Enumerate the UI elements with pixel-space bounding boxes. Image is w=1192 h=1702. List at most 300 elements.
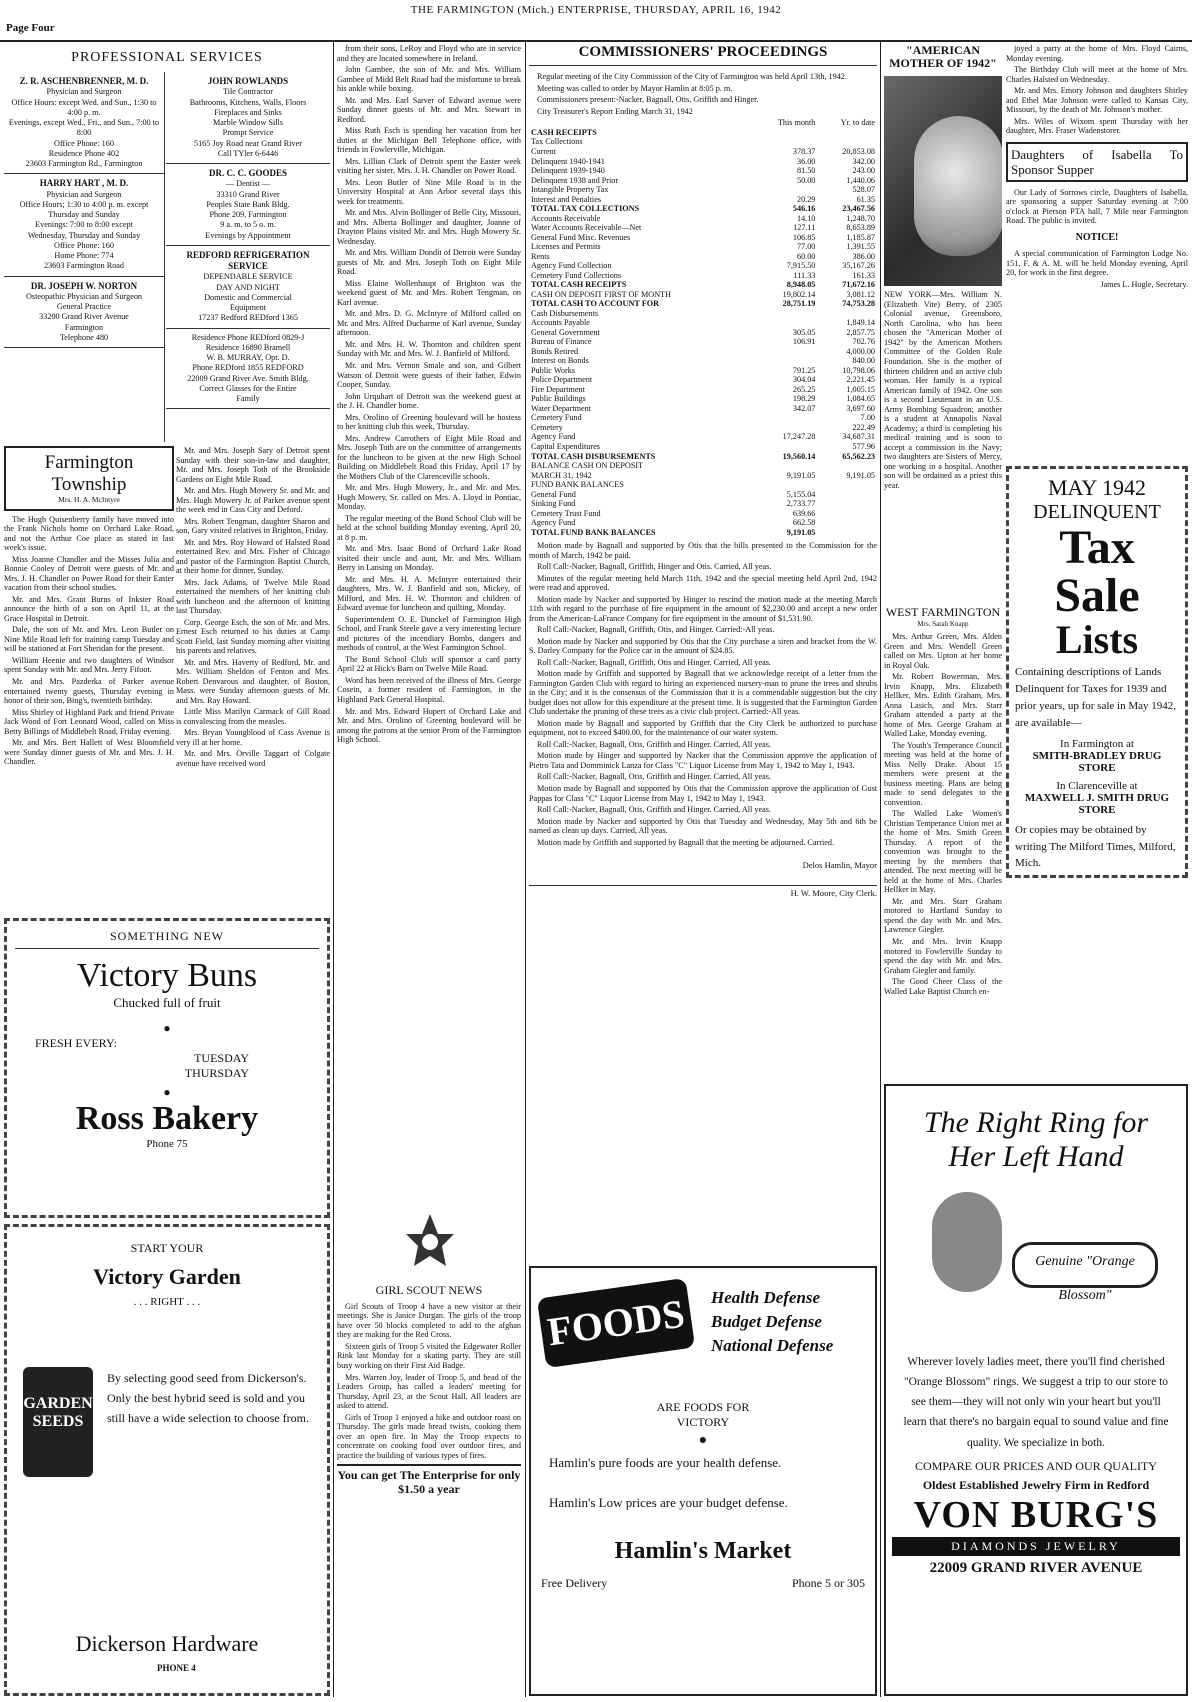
row-value: 1,185.87 <box>846 232 875 242</box>
row-value <box>753 356 818 366</box>
table-row <box>529 509 877 519</box>
table-row <box>529 252 877 262</box>
row-label: Delinquent 1939-1940 <box>531 166 605 176</box>
foods-s2: Budget Defense <box>711 1312 822 1331</box>
township-header <box>4 446 174 511</box>
paragraph: joyed a party at the home of Mrs. Floyd Cairns, Monday evening. <box>1006 44 1188 63</box>
table-row <box>529 385 877 395</box>
paragraph: Girl Scouts of Troop 4 have a new visitor at their meetings. She is Janice Durgan. The girls of the troop have over 50 blocks completed to add to the afghan they are making for the Red Cross. <box>337 1301 521 1340</box>
paragraph: Mr. and Mrs. Emory Johnson and daughters Shirley and Ethel Mae Johnson were called to Kansas City, Missouri, by the death of Mr. Johnson's mother. <box>1006 86 1188 115</box>
paragraph: Mr. and Mrs. Hugh Mowery Sr. and Mr. and Mrs. Hugh Mowery Jr. of Parker avenue spent the week end in Cass City and Deford. <box>176 486 330 515</box>
row-value: 222.49 <box>852 422 875 432</box>
paragraph: The regular meeting of the Bond School Club will be held at the school building Monday evening, April 20, at 8 p. m. <box>337 513 521 542</box>
paragraph: Mr. and Mrs. Alvin Bollinger of Belle City, Missouri, and Mrs. Alberta Bollinger and daughter, Joanne of Drayton Plains visited Mr. and Mrs. Hugh Mowery Sr. Wednesday. <box>337 208 521 246</box>
card-line: Osteopathic Physician and Surgeon <box>25 291 143 301</box>
paragraph: Dale, the son of Mr. and Mrs. Leon Butler on Nine Mile Road left for training camp Tuesday and will be stationed at Fort Sheridan for the present. <box>4 625 174 654</box>
bakery-headline: Victory Buns <box>76 957 258 994</box>
row-value: 1,248.70 <box>846 213 875 223</box>
garden-phone: PHONE 4 <box>157 1663 196 1673</box>
card-name: DR. JOSEPH W. NORTON <box>30 280 138 291</box>
row-value: 20.29 <box>796 194 816 204</box>
paragraph: Mr. and Mrs. Starr Graham motored to Hartland Sunday to spend the day with Mr. and Mrs. Lawrence Giegler. <box>884 896 1002 935</box>
table-row <box>529 347 877 357</box>
row-value: 1,440.06 <box>846 175 875 185</box>
row-label: Licenses and Permits <box>531 242 601 252</box>
paragraph: Mr. and Mrs. Vernon Smale and son, and Gilbert Watson of Detroit were guests of their father, Edwin Cooper, Sunday. <box>337 360 521 390</box>
row-label: Capital Expenditures <box>531 441 600 451</box>
table-row <box>529 204 877 214</box>
paragraph: Mrs. Arthur Green, Mrs. Alden Green and Mrs. Wendell Green called on Mrs. Upton at her home in Royal Oak. <box>884 632 1002 670</box>
row-label: General Fund Misc. Revenues <box>531 232 631 242</box>
westf-byline: Mrs. Sarah Knapp <box>917 619 969 628</box>
mother-title: "AMERICAN MOTHER OF 1942" <box>889 44 997 71</box>
column-rule <box>880 42 881 1697</box>
paragraph: Mr. and Mrs. Irvin Knapp motored to Fowlerville Sunday to spend the day with Mr. and Mrs. Graham Giegler and family. <box>884 937 1002 975</box>
table-row <box>529 157 877 167</box>
row-label: Police Department <box>531 375 593 385</box>
row-label: Tax Collections <box>531 137 583 147</box>
pro-card <box>166 329 330 410</box>
row-label: Agency Fund <box>531 518 576 528</box>
row-value: 528.07 <box>852 185 875 195</box>
row-value: 35,167.26 <box>842 261 875 271</box>
row-label: Cemetery <box>531 422 563 432</box>
paragraph: Mr. and Mrs. H. W. Thornton and children spent Sunday with Mr. and Mrs. W. J. Banfield of Milford. <box>337 339 521 359</box>
table-row <box>529 528 877 538</box>
col5-body <box>1006 44 1188 136</box>
row-value: 2,733.77 <box>786 499 816 509</box>
card-line: Domestic and Commercial <box>204 292 292 302</box>
table-row <box>529 195 877 205</box>
table-row <box>529 223 877 233</box>
paragraph: Motion made by Nacker and supported by Otis that the City purchase a siren and bracket from the W. S. Darley Company for the Police car in the amount of $24.85. <box>529 636 877 656</box>
paragraph: Mrs. Orolino of Greening boulevard will be hostess to her knitting club this week, Thursday. <box>337 412 521 432</box>
row-label: MARCH 31, 1942 <box>531 470 592 480</box>
card-line: Peoples State Bank Bldg. <box>206 199 290 209</box>
paragraph: from their sons, LeRoy and Floyd who are in service and they are located somewhere in Ireland. <box>337 44 521 63</box>
row-value: 577.96 <box>852 441 875 451</box>
paragraph: City Treasurer's Report Ending March 31, 1942 <box>537 106 693 116</box>
row-value: 19,560.14 <box>782 451 816 461</box>
ring-name: VON BURG'S <box>913 1493 1159 1536</box>
table-row <box>529 461 877 471</box>
card-line: Residence Phone 402 <box>48 148 120 158</box>
row-value: 386.00 <box>852 251 875 261</box>
tax-s3: In Clarenceville at <box>1056 780 1138 793</box>
table-row <box>529 185 877 195</box>
page-number: Page Four <box>6 22 55 34</box>
pro-card <box>4 72 164 174</box>
paragraph: Roll Call:-Nacker, Bagnall, Otis, Griffith and Hinger. Carried, All yeas. <box>537 772 771 782</box>
table-row <box>529 318 877 328</box>
row-label: Cemetery Trust Fund <box>531 508 601 518</box>
row-label: Interest and Penalties <box>531 194 602 204</box>
row-label: TOTAL CASH TO ACCOUNT FOR <box>531 299 659 309</box>
paragraph: Roll Call:-Nacker, Bagnall, Otis, Griffith and Hinger. Carried, All yeas. <box>537 739 771 749</box>
paragraph: Mr. and Mrs. Joseph Sary of Detroit spent Sunday with their son-in-law and daughter, Mr. and Mrs. Joseph Toth of the Brookside Gardens on Eight Mile Road. <box>176 446 330 484</box>
row-label: Cemetery Fund Collections <box>531 270 622 280</box>
column-2 <box>337 44 521 1204</box>
paragraph: Miss Shirley of Highland Park and friend Private Jack Wood of Fort Leonard Wood, called on Miss Betty Billings of Middlebelt Road, Friday evening. <box>4 707 174 736</box>
treasurer-report <box>529 118 877 537</box>
table-row <box>529 471 877 481</box>
mayor-signature: Delos Hamlin, Mayor <box>802 860 877 871</box>
card-line: W. B. MURRAY, Opt. D. <box>206 353 290 362</box>
scouts-body <box>337 1302 521 1460</box>
row-label: TOTAL CASH DISBURSEMENTS <box>531 451 656 461</box>
tax-l4: Sale <box>1054 569 1140 622</box>
ring-body: Wherever lovely ladies meet, there you'll find cherished "Orange Blossom" rings. We suggest a trip to our store to see them—they will not only win your heart but you'll learn that there's no bargain equal to sound value and fine quality. We specialize in both. <box>903 1356 1169 1449</box>
row-value: 74,753.28 <box>842 299 875 309</box>
tax-l2: DELINQUENT <box>1033 501 1161 523</box>
garden-name: Dickerson Hardware <box>75 1631 259 1656</box>
row-label: Public Buildings <box>531 394 586 404</box>
paragraph: John Urquhart of Detroit was the weekend guest at the J. H. Chandler home. <box>337 391 521 411</box>
row-value: 17,247.28 <box>782 432 816 442</box>
row-value: 34,687.31 <box>842 432 875 442</box>
victory-garden-ad <box>4 1224 330 1696</box>
table-row <box>529 404 877 414</box>
row-label: Water Department <box>531 403 592 413</box>
row-label: Sinking Fund <box>531 499 576 509</box>
tax-l3: Tax <box>1059 521 1135 574</box>
garden-headline: Victory Garden <box>93 1264 241 1289</box>
hamlins-market-ad: FOODS for Health Defense Budget Defense National Defense ARE FOODS FOR VICTORY ● Hamlin's pure foods are your health defense. Hamlin's Low prices are your budget defense. Hamlin's Market Free Delivery Phone 5 or 305 <box>529 1266 877 1696</box>
paragraph: Mrs. Lillian Clark of Detroit spent the Easter week visiting her sister, Mrs. J. H. Chandler on Power Road. <box>337 156 521 176</box>
card-line: Office Phone: 160 <box>54 138 114 148</box>
paragraph: The Hugh Quisenberry family have moved into the Frank Nichols home on Orchard Lake Road, and not the Arthur Coe place as stated in last week's issue. <box>4 514 174 553</box>
row-value: 639.66 <box>792 508 816 518</box>
card-line: Telephone 480 <box>59 332 109 342</box>
paragraph: Mr. Robert Bowerman, Mrs. Irvin Knapp, Mrs. Elizabeth Hellker, Mrs. Edith Graham, Mrs. Anna Lasich, and Mrs. Starr Graham attended a party at the home of Mrs. George Graham at Walled Lake, Monday evening. <box>884 672 1002 739</box>
pro-card <box>4 277 164 349</box>
card-line: Marble Window Sills <box>212 118 284 127</box>
row-value <box>753 442 818 452</box>
pro-card <box>4 174 164 276</box>
isabella-text: Our Lady of Sorrows circle, Daughters of Isabella, are sponsoring a supper Saturday evening at 7:00 o'clock at Pierson PTA hall, 7 Mile near Farmington Road. The public is invited. <box>1006 187 1188 226</box>
paragraph: Motion made by Bagnall and supported by Otis that the bills presented to the Commission for the month of March, 1942 be paid. <box>529 541 877 560</box>
garden-pack: GARDEN SEEDS <box>23 1395 93 1430</box>
card-line: Phone 209, Farmington <box>209 210 287 219</box>
row-value: 23,467.56 <box>842 204 875 214</box>
mother-portrait <box>884 76 1002 286</box>
paragraph: John Gambee, the son of Mr. and Mrs. William Gambee of Midd Belt Road had the misfortune to break his ankle while boxing. <box>337 65 521 94</box>
row-value <box>753 137 818 147</box>
table-row <box>529 442 877 452</box>
table-row <box>529 233 877 243</box>
row-value: 71,672.16 <box>842 280 875 290</box>
row-value: 342.00 <box>852 156 875 166</box>
masthead-rule <box>0 40 1192 42</box>
column-5-top <box>1006 44 1188 464</box>
notice-title: NOTICE! <box>1075 231 1119 243</box>
row-value: 662.58 <box>792 518 816 528</box>
tax-end: Or copies may be obtained by writing The Milford Times, Milford, Mich. <box>1015 824 1176 870</box>
westf-title: WEST FARMINGTON <box>885 606 1001 619</box>
card-line: 33200 Grand River Avenue <box>39 312 129 322</box>
paragraph: William Heenie and two daughters of Windsor spent Sunday with Mr. and Mrs. Jerry Fifoot. <box>4 655 174 675</box>
card-line: Correct Glasses for the Entire <box>199 383 297 393</box>
paragraph: Corp. George Esch, the son of Mr. and Mrs. Ernest Esch returned to his duties at Camp Scott Field, last Sunday morning after visiting his parents and relatives. <box>176 617 330 656</box>
scouts-title: GIRL SCOUT NEWS <box>375 1284 483 1297</box>
row-value: 3,697.60 <box>846 403 875 413</box>
ring-addr: 22009 GRAND RIVER AVENUE <box>929 1559 1143 1576</box>
row-label: Bureau of Finance <box>531 337 592 347</box>
row-label: Accounts Payable <box>531 318 590 328</box>
paragraph: Mr. and Mrs. Haverty of Redford, Mr. and Mrs. William Sheldon of Fenton and Mrs. Robert Denvarous and daughter, of Boston, Mass. were Sunday afternoon guests of Mr. and Mrs. Ray Howard. <box>176 657 330 705</box>
row-value: 81.50 <box>796 166 816 176</box>
tax-s1: In Farmington at <box>1060 738 1134 751</box>
paragraph: The Birthday Club will meet at the home of Mrs. Charles Halsted on Wednesday. <box>1006 65 1188 84</box>
isabella-title: Daughters of Isabella To Sponsor Supper <box>1006 142 1188 182</box>
ring-band: DIAMONDS JEWELRY <box>892 1537 1180 1556</box>
row-label: TOTAL CASH RECEIPTS <box>531 280 627 290</box>
paragraph: Mr. and Mrs. Bert Hallett of West Bloomfield were Sunday dinner guests of Mr. and Mrs. J. H. Chandler. <box>4 738 174 767</box>
paragraph: Mrs. Jack Adams, of Twelve Mile Road entertained the members of her knitting club with luncheon and the afternoon of knitting last Thursday. <box>176 577 330 616</box>
paragraph: Mr. and Mrs. Hugh Mowery, Jr., and Mr. and Mrs. Hugh Mowery, Sr. called on Mrs. A. Lloyd in Pontiac, Monday. <box>337 483 521 512</box>
card-line: Office Hours: except Wed. and Sun., 1:30 to 4:00 p. m. <box>11 97 157 117</box>
mother-caption: NEW YORK—Mrs. William N. (Elizabeth Vite) Berry, of 2305 Colonial avenue, Greensboro, North Carolina, who has been chosen the "American Mother of 1942" by the American Mothers Committee of the Golden Rule Foundation. She is the mother of thirteen children and an active club woman. Her family is a typical American family of 1942. One son is a second Lieutenant in an U.S. Army Bombing Squadron; another is a student at Annapolis Naval Academy; a third is completing his medical training and is soon to accept a commission in the Navy; two daughters are Sisters of Mercy, one working in a hospital. Another son will be ordained as a priest this year. <box>884 290 1002 490</box>
receipts-title: CASH RECEIPTS <box>531 127 597 137</box>
card-line: Office Hours; 1:30 to 4:00 p. m. except Thursday and Sunday <box>19 199 149 219</box>
card-line: 5165 Joy Road near Grand River <box>193 138 302 148</box>
paragraph: The Bond School Club will sponsor a card party April 22 at Hick's Barn on Twelve Mile Road. <box>337 654 521 674</box>
row-value <box>753 318 818 328</box>
card-line: — Dentist — <box>225 179 271 189</box>
foods-p1: Hamlin's pure foods are your health defense. <box>549 1455 782 1470</box>
row-value <box>753 461 818 471</box>
township-news <box>4 446 174 914</box>
row-value: 702.76 <box>852 337 875 347</box>
table-row <box>529 432 877 442</box>
paragraph: The Walled Lake Women's Christian Temperance Union met at the home of Mrs. Smith Green Thursday. A report of the convention was brought to the meeting by the members that attended. The next meeting will be held at the home of Mrs. Charles Hellker in May. <box>884 809 1002 895</box>
table-row <box>529 356 877 366</box>
row-label: Bonds Retired <box>531 346 579 356</box>
card-line: Residence 16890 Bramell <box>205 342 291 352</box>
paragraph: Mr. and Mrs. Pazderka of Parker avenue entertained twenty guests, Thursday evening in honor of their son, Bing's, twentieth birthday. <box>4 677 174 706</box>
paragraph: Superintendent O. E. Dunckel of Farmington High School, and Frank Steele gave a very interesting lecture and pictures of the incendiary Bombs, dangers and methods of control, at the West Farmington School. <box>337 614 521 653</box>
paragraph: The Youth's Temperance Council meeting was held at the home of Miss Nelly Drake. About 15 members were present at the business meeting. Plans are being made to send delegates to the convention. <box>884 740 1002 807</box>
pro-card <box>166 164 330 246</box>
bakery-fresh: FRESH EVERY: <box>35 1036 117 1050</box>
bakery-phone: Phone 75 <box>146 1138 188 1150</box>
row-label: Current <box>531 147 557 156</box>
table-row <box>529 328 877 338</box>
row-value: 243.00 <box>852 166 875 176</box>
row-value: 546.16 <box>792 204 816 214</box>
row-value: 7,915.50 <box>786 261 816 271</box>
fund-title: FUND BANK BALANCES <box>531 480 624 490</box>
tax-body: Containing descriptions of Lands Delinquent for Taxes for 1939 and prior years, up for sale in May 1942, are available— <box>1015 666 1176 730</box>
paragraph: Mrs. Bryan Youngblood of Cass Avenue is very ill at her home. <box>176 728 330 747</box>
bakery-day2: THURSDAY <box>184 1066 249 1080</box>
bakery-top: SOMETHING NEW <box>15 929 319 949</box>
card-line: General Practice <box>56 302 112 311</box>
ring-firm: Oldest Established Jewelry Firm in Redford <box>922 1477 1150 1492</box>
row-label: Public Works <box>531 365 575 375</box>
card-line: Physician and Surgeon <box>46 189 122 199</box>
prof-heading: PROFESSIONAL SERVICES <box>71 50 263 65</box>
tax-sale-ad <box>1006 466 1188 878</box>
foods-name: Hamlin's Market <box>614 1538 792 1564</box>
card-line: DEPENDABLE SERVICE <box>203 272 293 282</box>
paragraph: Roll Call:-Nacker, Bagnall, Griffith, Hinger and Otis. Carried, All yeas. <box>537 562 772 572</box>
professional-services <box>4 44 330 444</box>
paragraph: Mr. and Mrs. D. G. McIntyre of Milford called on Mr. and Mrs. Alfred Ducharme of Karl avenue, Sunday afternoon. <box>337 309 521 338</box>
tax-s4: MAXWELL J. SMITH DRUG STORE <box>1024 792 1170 817</box>
masthead-title: THE FARMINGTON (Mich.) ENTERPRISE, THURSDAY, APRIL 16, 1942 <box>410 4 782 16</box>
row-value: 2,857.75 <box>846 327 875 337</box>
card-line: Evenings: 7:00 to 8:00 except <box>35 220 133 230</box>
foods-art: FOODS for <box>537 1278 695 1368</box>
tax-l5: Lists <box>1055 617 1139 662</box>
row-value: 20,853.08 <box>842 147 875 156</box>
card-name: REDFORD REFRIGERATION SERVICE <box>186 249 310 271</box>
card-line: Call TYler 6-6446 <box>217 148 279 158</box>
row-value: 10,798.06 <box>842 365 875 375</box>
bakery-name: Ross Bakery <box>75 1100 259 1137</box>
seed-packet-icon <box>23 1367 93 1477</box>
notice-text: A special communication of Farmington Lodge No. 151, F. & A. M. will be held Monday evening, April 20, for work in the first degree. <box>1006 249 1188 278</box>
table-row <box>529 375 877 385</box>
row-value: 791.25 <box>792 365 816 375</box>
card-line: Bathrooms, Kitchens, Walls, Floors <box>189 97 307 107</box>
column-rule <box>333 42 334 1697</box>
column-rule <box>525 42 526 1697</box>
table-row <box>529 366 877 376</box>
paragraph: Regular meeting of the City Commission of the City of Farmington was held April 13th, 1942. <box>537 72 847 82</box>
paragraph: Roll Call:-Nacker, Bagnall, Griffith, Otis, and Hinger. Carried:-All yeas. <box>537 625 775 635</box>
paragraph: Roll Call:-Nacker, Bagnall, Otis, Griffith and Hinger. Carried, All yeas. <box>537 805 771 815</box>
garden-right: . . . RIGHT . . . <box>133 1296 201 1308</box>
card-line: 22009 Grand River Ave. Smith Bldg. <box>187 373 309 383</box>
paragraph: Mrs. Warren Joy, leader of Troop 5, and head of the Leaders Group, has called a leaders' meeting for Thursday, April 23, at the Scout Hall. All leaders are asked to attend. <box>337 1372 521 1411</box>
paragraph: Miss Ruth Esch is spending her vacation from her duties at the Michigan Bell Telephone office, with friends in Fowlerville, Michigan. <box>337 126 521 155</box>
row-value: 4,000.00 <box>846 346 875 356</box>
table-row <box>529 452 877 462</box>
paragraph: Meeting was called to order by Mayor Hamlin at 8:05 p. m. <box>537 83 733 93</box>
card-line: Fireplaces and Sinks <box>214 107 282 117</box>
paragraph: Motion made by Bagnall and supported by Griffith that the City Clerk be authorized to purchase equipment, not to exceed $400.00, for the maintenance of our water system. <box>529 718 877 738</box>
row-value: 111.33 <box>793 270 816 280</box>
foods-phone: Phone 5 or 305 <box>792 1576 865 1590</box>
subscription-promo: You can get The Enterprise for only $1.50 a year <box>337 1464 521 1497</box>
card-name: JOHN ROWLANDS <box>207 76 289 86</box>
row-value: 1,005.15 <box>846 384 875 394</box>
row-label: Water Accounts Receivable—Net <box>531 223 642 233</box>
tax-l1: MAY 1942 <box>1047 475 1146 500</box>
row-value: 9,191.05 <box>846 470 875 480</box>
paragraph: Mrs. Andrew Carrothers of Eight Mile Road and Mrs. Joseph Toth are on the committee of arrangements for the luncheon to be given at the new High School Building on Middlebelt Road this Friday, April 17 by the Mothers Club of the Clarenceville schools. <box>337 433 521 481</box>
table-row <box>529 423 877 433</box>
prof-left-column <box>4 72 165 442</box>
table-row <box>529 271 877 281</box>
row-label: Agency Fund Collection <box>531 261 612 271</box>
paragraph: Girls of Troop 1 enjoyed a hike and outdoor roast on Thursday. The girls made bread twists, cooking them over an open fire. In May the Troop expects to concentrate on cooking food over outdoor fires, and practice the building of various types of fires. <box>337 1412 521 1460</box>
paragraph: Motion made by Nacker and supported by Hinger to rescind the motion made at the meeting March 11th with regard to the purchase of fire equipment in the amount of $2,230.00 and accept a new order from the American-LaFrance Company for fire equipment in the amount of $1,531.90. <box>529 594 877 623</box>
row-value: 60.00 <box>796 251 816 261</box>
prof-right-column <box>166 72 330 442</box>
card-line: 33310 Grand River <box>216 189 280 199</box>
row-label: BALANCE CASH ON DEPOSIT <box>531 461 644 471</box>
row-value <box>817 461 877 471</box>
table-row <box>529 214 877 224</box>
foods-s1: Health Defense <box>711 1288 821 1307</box>
paragraph: Mr. and Mrs. Roy Howard of Halsted Road entertained Rev. and Mrs. Fisher of Chicago and pastor of the Farmington Baptist Church, at their home for dinner, Sunday. <box>176 537 330 576</box>
row-label: CASH ON DEPOSIT FIRST OF MONTH <box>531 289 672 299</box>
commissioners-title: COMMISSIONERS' PROCEEDINGS <box>529 44 877 66</box>
paragraph: Motion made by Hinger and supported by Nacker that the Commission approve the application of Pietro Tata and Domminick Lanza for Class "C" Liquor License from May 1, 1942 to May 1, 1943. <box>529 751 877 770</box>
paragraph: Motion made by Griffith and supported by Bagnall that we acknowledge receipt of a letter from the Farmington Garden Club with regard to hiring an experienced nursery-man to prune the trees and shrubs in the City; and it is the consensus of the Commission that it is a commendable suggestion but the city budget does not allow for this expenditure at the present time. It is suggested that the Farmington Garden Club undertake the pruning of these trees as a civic club project. Carried:-All yeas. <box>529 669 877 717</box>
paragraph: Mr. and Mrs. Earl Sarver of Edward avenue were Sunday dinner guests of Mr. and Mrs. Stewart in Redford. <box>337 95 521 124</box>
card-line: Wednesday, Thursday and Sunday <box>27 230 141 240</box>
col-head-month: This month <box>777 118 816 128</box>
card-line: Evenings, except Wed., Fri., and Sun., 7:00 to 8:00 <box>8 118 160 138</box>
row-value: 265.25 <box>792 384 816 394</box>
girl-scout-news <box>337 1284 521 1696</box>
table-row <box>529 518 877 528</box>
commission-motions <box>529 541 877 847</box>
card-line: 23603 Farmington Rd., Farmington <box>25 159 143 168</box>
card-line: Equipment <box>230 303 266 312</box>
card-line: Tile Contractor <box>223 87 273 97</box>
paragraph: Commissioners present:-Nacker, Bagnall, Otis, Griffith and Hinger. <box>537 95 759 105</box>
ring-l1: The Right Ring for <box>923 1106 1149 1139</box>
card-line: 23603 Farmington Road <box>43 261 125 271</box>
table-row <box>529 290 877 300</box>
row-label: General Government <box>531 327 600 337</box>
row-value: 161.33 <box>852 270 875 280</box>
card-line: Prompt Service <box>222 128 274 138</box>
notice-signature: James L. Hogle, Secretary. <box>1100 280 1188 289</box>
table-row <box>529 242 877 252</box>
ring-illustration <box>892 1182 1180 1352</box>
paragraph: Mrs. Leon Butler of Nine Mile Road is in the University Hospital at Ann Arbor several days this week for treatments. <box>337 177 521 206</box>
paragraph: Mrs. Wiles of Wixom spent Thursday with her daughter, Mrs. Fraser Wadenstorer. <box>1006 116 1188 136</box>
row-value: 7.00 <box>860 413 875 423</box>
row-value: 198.29 <box>792 394 816 404</box>
table-row <box>529 394 877 404</box>
card-line: Physician and Surgeon <box>46 87 122 97</box>
ring-cmp: COMPARE OUR PRICES AND OUR QUALITY <box>915 1458 1157 1473</box>
paragraph: Motion made by Griffith and supported by Bagnall that the meeting be adjourned. Carried. <box>537 837 835 847</box>
clerk-signature: H. W. Moore, City Clerk. <box>529 885 877 899</box>
row-value: 14.10 <box>796 213 816 223</box>
row-value: 65,562.23 <box>842 451 875 461</box>
pro-card <box>166 246 330 329</box>
paragraph: Motion made by Nacker and supported by Otis that Tuesday and Wednesday, May 5th and 6th be named as clean up days. Carried, All yeas. <box>529 816 877 836</box>
card-name: HARRY HART , M. D. <box>39 178 129 189</box>
row-value: 9,191.05 <box>786 527 816 537</box>
row-value: 305.05 <box>792 327 816 337</box>
row-value: 1,849.14 <box>846 318 875 328</box>
row-value: 840.00 <box>852 356 875 366</box>
row-value: 378.37 <box>792 147 816 156</box>
table-row <box>529 413 877 423</box>
row-value: 36.00 <box>796 156 816 166</box>
row-label: Delinquent 1938 and Prior <box>531 175 619 185</box>
girl-scout-emblem-icon <box>400 1210 460 1280</box>
foods-p2: Hamlin's Low prices are your budget defense. <box>549 1495 788 1510</box>
card-line: 17237 Redford REDford 1365 <box>198 313 298 323</box>
card-line: Family <box>236 394 260 403</box>
row-value: 106.91 <box>792 337 816 347</box>
ring-l2: Her Left Hand <box>948 1140 1124 1173</box>
row-value: 1,391.55 <box>846 242 875 252</box>
foods-free: Free Delivery <box>541 1576 608 1590</box>
row-value: 106.85 <box>792 232 816 242</box>
foods-are: ARE FOODS FOR VICTORY <box>656 1400 750 1429</box>
